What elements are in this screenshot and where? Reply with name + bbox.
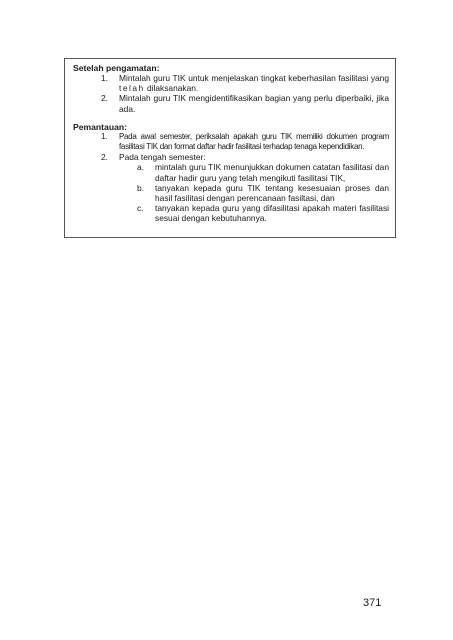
- sublist-item-text: tanyakan kepada guru TIK tentang kesesuaian proses dan hasil fasilitasi dengan perencanaan fasiltasi, dan: [155, 182, 389, 204]
- list-number: 2.: [101, 152, 108, 163]
- page-number: 371: [363, 597, 382, 609]
- sublist-item-text: tanyakan kepada guru yang difasilitasi apakah materi fasilitasi sesuai dengan kebutuhannya.: [155, 203, 389, 224]
- list-item-after-2: [73, 93, 389, 113]
- sublist-item-a: [73, 162, 389, 182]
- list-number: 1.: [101, 131, 108, 141]
- sublist-item-b: [73, 183, 389, 203]
- sublist-item-c: [73, 203, 389, 223]
- sublist-letter: a.: [137, 162, 144, 173]
- content-box: [64, 58, 396, 238]
- list-item-monitoring-2: [73, 152, 389, 162]
- sublist-letter: c.: [137, 203, 144, 214]
- sublist-letter: b.: [137, 182, 144, 193]
- list-number: 2.: [101, 93, 108, 104]
- list-item-text: Mintalah guru TIK mengidentifikasikan bagian yang perlu diperbaiki, jika ada.: [119, 93, 389, 114]
- list-item-after-1: [73, 73, 389, 93]
- section-heading-setelah-pengamatan: Setelah pengamatan:: [73, 63, 160, 73]
- list-item-text: [119, 73, 389, 93]
- section-heading-pemantauan: Pemantauan:: [73, 121, 127, 132]
- sublist-item-text: mintalah guru TIK menunjukkan dokumen catatan fasilitasi dan daftar hadir guru yang telah mengikuti fasilitasi TIK,: [155, 162, 389, 183]
- list-item-monitoring-1: [73, 132, 389, 152]
- list-item-text: Pada awal semester, periksalah apakah guru TIK memiliki dokumen program fasilitasi TIK dan format daftar hadir fasilitasi terhadap tenaga kependidikan.: [119, 131, 389, 152]
- list-item-text: Pada tengah semester:: [119, 152, 206, 163]
- list-number: 1.: [101, 73, 108, 83]
- list-item-text-spaced: telah: [119, 83, 145, 94]
- list-item-text-part: dilaksanakan.: [144, 83, 199, 94]
- list-item-text-part: Mintalah guru TIK untuk menjelaskan tingkat keberhasilan fasilitasi yang: [119, 73, 389, 83]
